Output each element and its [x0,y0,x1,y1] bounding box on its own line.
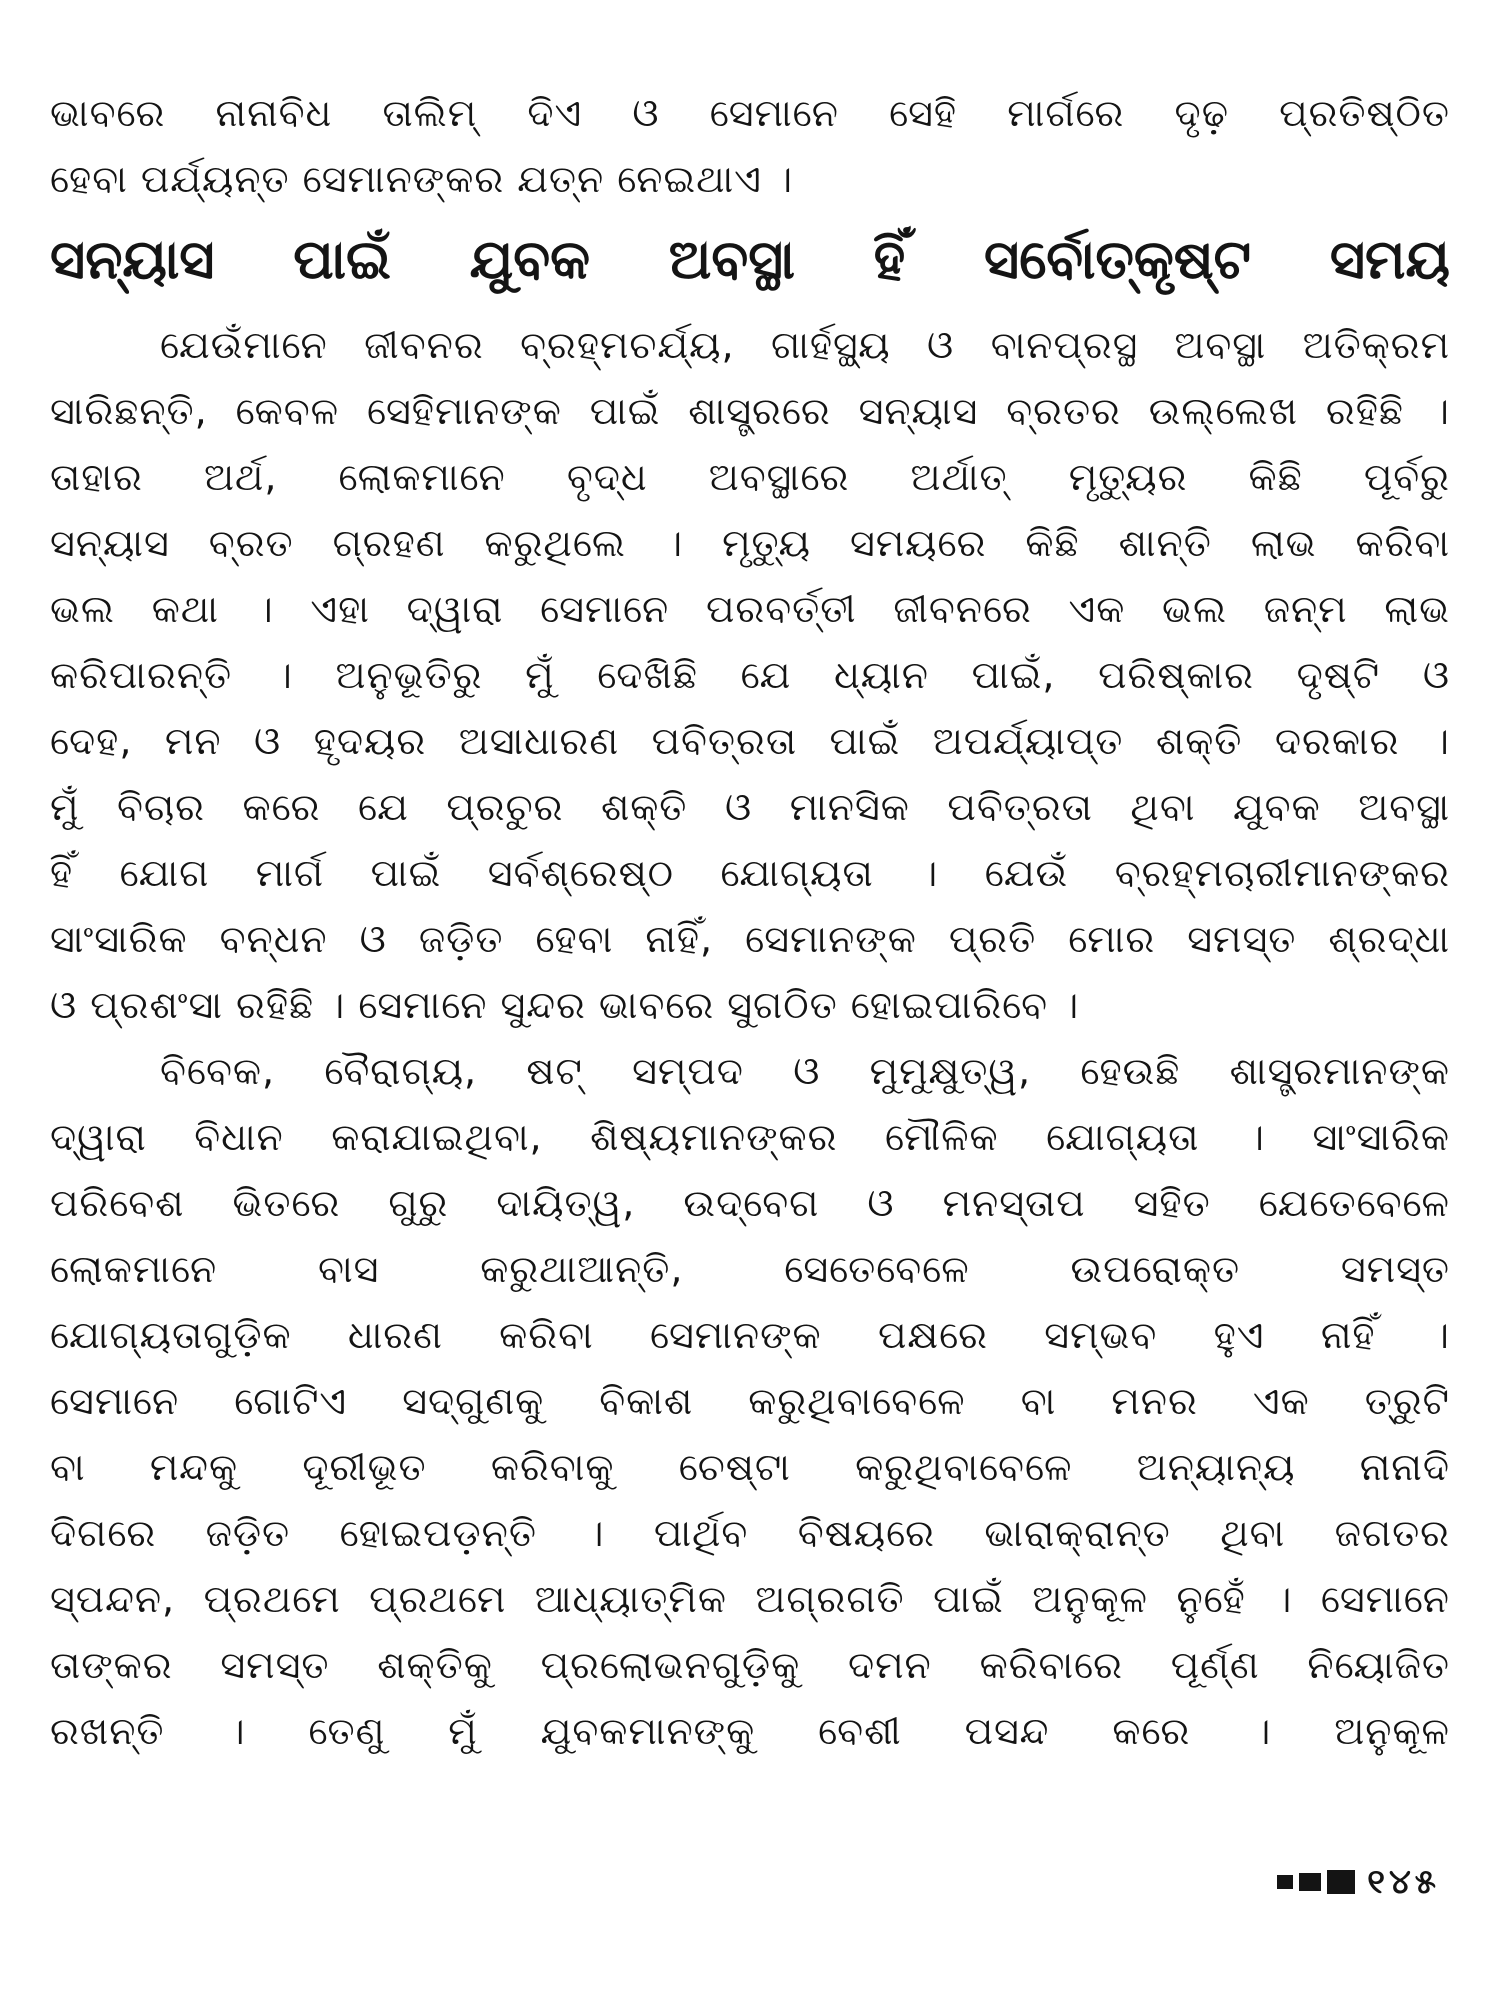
section-heading: ସନ୍ୟାସ ପାଇଁ ଯୁବକ ଅବସ୍ଥା ହିଁ ସର୍ବୋତ୍କୃଷ୍ଟ ସମୟ [50,228,1450,291]
page-footer [1277,1862,1440,1902]
paragraph-first-line: ଯେଉଁମାନେ ଜୀବନର ବ୍ରହ୍ମଚର୍ଯ୍ୟ, ଗାର୍ହସ୍ଥ୍ୟ ଓ ବାନପ୍ରସ୍ଥ ଅବସ୍ଥା ଅତିକ୍ରମ [160,323,1450,367]
text-line: ଭଲ କଥା । ଏହା ଦ୍ୱାରା ସେମାନେ ପରବର୍ତ୍ତୀ ଜୀବନରେ ଏକ ଭଲ ଜନ୍ମ ଲାଭ [50,587,1450,631]
book-page [50,80,1450,1940]
text-line: ସେମାନେ ଗୋଟିଏ ସଦ୍‌ଗୁଣକୁ ବିକାଶ କରୁଥିବାବେଳେ ବା ମନର ଏକ ତ୍ରୁଟି [50,1379,1450,1423]
paragraph-first-line: ବିବେକ, ବୈରାଗ୍ୟ, ଷଟ୍ ସମ୍ପଦ ଓ ମୁମୁକ୍ଷୁତ୍ୱ, ହେଉଛି ଶାସ୍ତ୍ରମାନଙ୍କ [160,1049,1450,1093]
text-line: ଯୋଗ୍ୟତାଗୁଡ଼ିକ ଧାରଣ କରିବା ସେମାନଙ୍କ ପକ୍ଷରେ ସମ୍ଭବ ହୁଏ ନାହିଁ । [50,1313,1450,1357]
text-line: ସ୍ପନ୍ଦନ, ପ୍ରଥମେ ପ୍ରଥମେ ଆଧ୍ୟାତ୍ମିକ ଅଗ୍ରଗତି ପାଇଁ ଅନୁକୂଳ ନୁହେଁ । ସେମାନେ [50,1577,1450,1621]
text-line: ରଖନ୍ତି । ତେଣୁ ମୁଁ ଯୁବକମାନଙ୍କୁ ବେଶୀ ପସନ୍ଦ କରେ । ଅନୁକୂଳ [50,1709,1450,1753]
text-line: ଓ ପ୍ରଶଂସା ରହିଛି । ସେମାନେ ସୁନ୍ଦର ଭାବରେ ସୁଗଠିତ ହୋଇପାରିବେ । [50,983,1080,1027]
text-line: ସାରିଛନ୍ତି, କେବଳ ସେହିମାନଙ୍କ ପାଇଁ ଶାସ୍ତ୍ରରେ ସନ୍ୟାସ ବ୍ରତର ଉଲ୍ଲେଖ ରହିଛି । [50,389,1450,433]
text-line: ସନ୍ୟାସ ବ୍ରତ ଗ୍ରହଣ କରୁଥିଲେ । ମୃତ୍ୟୁ ସମୟରେ କିଛି ଶାନ୍ତି ଲାଭ କରିବା [50,521,1450,565]
text-line: ଲୋକମାନେ ବାସ କରୁଥାଆନ୍ତି, ସେତେବେଳେ ଉପରୋକ୍ତ ସମସ୍ତ [50,1247,1450,1291]
text-line: ତାଙ୍କର ସମସ୍ତ ଶକ୍ତିକୁ ପ୍ରଲୋଭନଗୁଡ଼ିକୁ ଦମନ କରିବାରେ ପୂର୍ଣ୍ଣ ନିୟୋଜିତ [50,1643,1450,1687]
text-line: ହିଁ ଯୋଗ ମାର୍ଗ ପାଇଁ ସର୍ବଶ୍ରେଷ୍ଠ ଯୋଗ୍ୟତା । ଯେଉଁ ବ୍ରହ୍ମଚାରୀମାନଙ୍କର [50,851,1450,895]
decorative-bar [1299,1873,1321,1891]
text-line: ତାହାର ଅର୍ଥ, ଲୋକମାନେ ବୃଦ୍ଧ ଅବସ୍ଥାରେ ଅର୍ଥାତ୍ ମୃତ୍ୟୁର କିଛି ପୂର୍ବରୁ [50,455,1450,499]
page-number: ୧୪୫ [1367,1862,1440,1902]
text-line: କରିପାରନ୍ତି । ଅନୁଭୂତିରୁ ମୁଁ ଦେଖିଛି ଯେ ଧ୍ୟାନ ପାଇଁ, ପରିଷ୍କାର ଦୃଷ୍ଟି ଓ [50,653,1450,697]
text-line: ଦେହ, ମନ ଓ ହୃଦୟର ଅସାଧାରଣ ପବିତ୍ରତା ପାଇଁ ଅପର୍ଯ୍ୟାପ୍ତ ଶକ୍ତି ଦରକାର । [50,719,1450,763]
text-line: ଦିଗରେ ଜଡ଼ିତ ହୋଇପଡ଼ନ୍ତି । ପାର୍ଥିବ ବିଷୟରେ ଭାରାକ୍ରାନ୍ତ ଥିବା ଜଗତର [50,1511,1450,1555]
decorative-bar [1277,1875,1293,1889]
text-line: ହେବା ପର୍ଯ୍ୟନ୍ତ ସେମାନଙ୍କର ଯତ୍ନ ନେଇଥାଏ । [50,157,794,201]
text-line: ବା ମନ୍ଦକୁ ଦୂରୀଭୂତ କରିବାକୁ ଚେଷ୍ଟା କରୁଥିବାବେଳେ ଅନ୍ୟାନ୍ୟ ନାନାଦି [50,1445,1450,1489]
text-line: ମୁଁ ବିଚାର କରେ ଯେ ପ୍ରଚୁର ଶକ୍ତି ଓ ମାନସିକ ପବିତ୍ରତା ଥିବା ଯୁବକ ଅବସ୍ଥା [50,785,1450,829]
decorative-bar [1327,1870,1355,1894]
text-line: ସାଂସାରିକ ବନ୍ଧନ ଓ ଜଡ଼ିତ ହେବା ନାହିଁ, ସେମାନଙ୍କ ପ୍ରତି ମୋର ସମସ୍ତ ଶ୍ରଦ୍ଧା [50,917,1450,961]
text-line: ପରିବେଶ ଭିତରେ ଗୁରୁ ଦାୟିତ୍ୱ, ଉଦ୍‌ବେଗ ଓ ମନସ୍ତାପ ସହିତ ଯେତେବେଳେ [50,1181,1450,1225]
text-line: ଭାବରେ ନାନାବିଧ ତାଲିମ୍ ଦିଏ ଓ ସେମାନେ ସେହି ମାର୍ଗରେ ଦୃଢ଼ ପ୍ରତିଷ୍ଠିତ [50,91,1450,135]
text-line: ଦ୍ୱାରା ବିଧାନ କରାଯାଇଥିବା, ଶିଷ୍ୟମାନଙ୍କର ମୌଳିକ ଯୋଗ୍ୟତା । ସାଂସାରିକ [50,1115,1450,1159]
